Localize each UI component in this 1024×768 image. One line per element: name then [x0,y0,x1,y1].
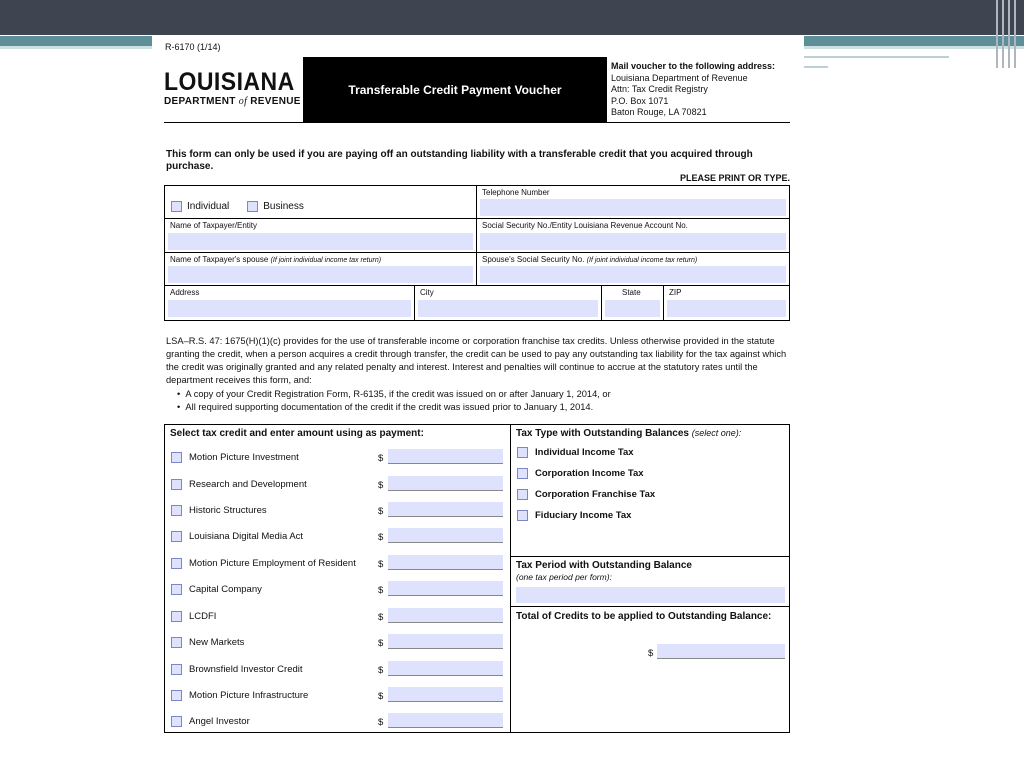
credit-checkbox[interactable] [171,558,182,569]
ssn-cell [477,219,789,252]
credit-checkbox[interactable] [171,452,182,463]
credits-cell [165,425,510,732]
credit-label: Research and Development [189,479,307,490]
accent-line-right-short [804,66,828,68]
tax-type-checkbox[interactable] [517,489,528,500]
corner-line [1002,0,1004,68]
zip-field[interactable] [667,300,786,317]
individual-label: Individual [187,201,230,212]
credits-heading: Select tax credit and enter amount using as payment: [170,428,424,439]
mail-heading: Mail voucher to the following address: [611,61,776,71]
credit-checkbox[interactable] [171,479,182,490]
mail-line: P.O. Box 1071 [611,95,669,106]
taxpayer-type-cell [165,186,476,218]
form-page [152,35,803,768]
mail-address-block [611,61,775,119]
spouse-ssn-label [482,255,697,264]
tax-type-label: Corporation Income Tax [535,468,644,479]
currency-sign: $ [378,665,384,676]
tax-type-checkbox[interactable] [517,447,528,458]
credit-checkbox[interactable] [171,637,182,648]
currency-sign: $ [378,585,384,596]
tax-type-option [517,510,631,521]
form-title: Transferable Credit Payment Voucher [348,83,562,97]
logo-word-revenue: REVENUE [250,96,301,107]
credit-checkbox[interactable] [171,611,182,622]
address-field[interactable] [168,300,411,317]
currency-sign: $ [378,612,384,623]
currency-sign: $ [378,638,384,649]
print-note: PLEASE PRINT OR TYPE. [679,173,790,183]
spouse-name-cell [165,253,476,285]
name-field[interactable] [168,233,473,250]
credit-row [171,637,244,648]
currency-sign: $ [378,559,384,570]
state-cell [602,286,663,320]
credit-label: Motion Picture Infrastructure [189,690,309,701]
credit-checkbox[interactable] [171,531,182,542]
credit-label: Motion Picture Employment of Resident [189,558,356,569]
credit-label: Angel Investor [189,716,250,727]
tax-type-option [517,468,644,479]
telephone-label: Telephone Number [482,188,550,197]
accent-stripe-right [804,36,1024,46]
spouse-name-label [170,255,381,264]
payment-table [164,424,790,733]
logo-louisiana: LOUISIANA [164,68,295,96]
tax-type-checkbox[interactable] [517,510,528,521]
credit-label: LCDFI [189,611,217,622]
credit-amount-field[interactable] [388,528,503,543]
spouse-name-text: Name of Taxpayer's spouse [170,255,269,264]
credit-row [171,505,267,516]
credit-label: Motion Picture Investment [189,452,299,463]
tax-period-field[interactable] [516,587,785,603]
credit-amount-field[interactable] [388,449,503,464]
credit-amount-field[interactable] [388,713,503,728]
tax-period-note: (one tax period per form): [516,572,612,582]
form-title-banner [303,57,607,123]
currency-sign: $ [378,453,384,464]
business-checkbox[interactable] [247,201,258,212]
telephone-cell [477,186,789,218]
corner-line [996,0,998,68]
address-label: Address [170,288,200,297]
credit-row [171,584,262,595]
tax-type-label: Corporation Franchise Tax [535,489,656,500]
currency-sign: $ [378,532,384,543]
name-cell [165,219,476,252]
ssn-field[interactable] [480,233,786,250]
accent-stripe-right-thin [804,46,1024,49]
corner-line [1014,0,1016,68]
logo-word-of: of [238,96,248,107]
tax-period-cell [511,557,789,606]
credit-row [171,664,303,675]
zip-label: ZIP [669,288,682,297]
zip-cell [664,286,789,320]
business-label: Business [263,201,304,212]
credit-amount-field[interactable] [388,476,503,491]
tax-type-checkbox[interactable] [517,468,528,479]
city-label: City [420,288,434,297]
credit-label: New Markets [189,637,245,648]
credit-checkbox[interactable] [171,690,182,701]
credit-label: Capital Company [189,584,262,595]
corner-line [1008,0,1010,68]
spouse-ssn-cell [477,253,789,285]
bullet-item: • A copy of your Credit Registration Form, R-6135, if the credit was issued on or after January 1, 2014, or [177,389,611,399]
bullet-text: A copy of your Credit Registration Form, R-6135, if the credit was issued on or after January 1, 2014, or [185,389,611,399]
currency-sign: $ [378,506,384,517]
currency-sign: $ [378,717,384,728]
tax-period-heading: Tax Period with Outstanding Balance [516,560,692,571]
spouse-ssn-text: Spouse's Social Security No. [482,255,585,264]
tax-type-heading-text: Tax Type with Outstanding Balances [516,428,689,439]
credit-label: Louisiana Digital Media Act [189,531,304,542]
credit-label: Brownsfield Investor Credit [189,664,303,675]
accent-stripe-left [0,36,152,46]
credit-checkbox[interactable] [171,716,182,727]
slide-top-bar [0,0,1024,35]
spouse-ssn-note: (If joint individual income tax return) [586,257,698,264]
city-field[interactable] [418,300,598,317]
total-heading: Total of Credits to be applied to Outstanding Balance: [516,611,772,622]
tax-type-label: Fiduciary Income Tax [535,510,632,521]
ssn-label: Social Security No./Entity Louisiana Revenue Account No. [482,221,688,230]
credit-row [171,716,250,727]
tax-type-option [517,489,655,500]
credit-checkbox[interactable] [171,664,182,675]
spouse-ssn-field[interactable] [480,266,786,283]
mail-line: Louisiana Department of Revenue [611,72,748,83]
credit-amount-field[interactable] [388,608,503,623]
currency-sign: $ [378,691,384,702]
header-rule [164,122,790,123]
spouse-name-note: (If joint individual income tax return) [270,257,382,264]
mail-line: Attn: Tax Credit Registry [611,84,708,94]
credit-row [171,531,303,542]
credit-amount-field[interactable] [388,687,503,702]
credit-amount-field[interactable] [388,634,503,649]
currency-sign: $ [378,480,384,491]
credit-row [171,611,216,622]
address-cell [165,286,414,320]
taxpayer-table [164,185,790,321]
credit-row [171,558,356,569]
bullet-item: • All required supporting documentation of the credit if the credit was issued prior to January 1, 2014. [177,402,594,412]
credit-checkbox[interactable] [171,584,182,595]
credit-amount-field[interactable] [388,555,503,570]
total-cell [511,607,789,732]
telephone-field[interactable] [480,199,786,216]
credit-amount-field[interactable] [388,661,503,676]
logo-department [164,96,301,107]
accent-line-right [804,56,949,58]
city-cell [415,286,601,320]
currency-sign: $ [648,648,654,659]
tax-type-heading [516,428,741,439]
intro-text: This form can only be used if you are paying off an outstanding liability with a transferable credit that you acquired through purchase. [166,149,753,172]
logo-word-department: DEPARTMENT [164,96,236,107]
accent-stripe-left-thin [0,46,152,49]
credit-label: Historic Structures [189,505,267,516]
state-field[interactable] [605,300,660,317]
total-amount-field[interactable] [657,644,785,659]
credit-amount-field[interactable] [388,502,503,517]
mail-line: Baton Rouge, LA 70821 [611,107,707,117]
credit-row [171,479,307,490]
form-number: R-6170 (1/14) [165,42,221,52]
tax-type-heading-note: (select one): [691,428,742,438]
state-label: State [622,288,641,297]
tax-type-label: Individual Income Tax [535,447,634,458]
tax-type-option [517,447,634,458]
spouse-name-field[interactable] [168,266,473,283]
credit-row [171,690,308,701]
individual-checkbox[interactable] [171,201,182,212]
name-label: Name of Taxpayer/Entity [170,221,258,230]
credit-amount-field[interactable] [388,581,503,596]
credit-checkbox[interactable] [171,505,182,516]
bullet-text: All required supporting documentation of the credit if the credit was issued prior to January 1, 2014. [185,402,594,412]
statute-text: LSA–R.S. 47: 1675(H)(1)(c) provides for the use of transferable income or corporation franchise tax credits. Unless otherwise provided in the statute granting the credit, when a person acquires a credit through transfer, the credit can be used to pay any outstanding tax liability for the tax against which the credit was originally granted and any related penalty and interest. Interest and penalties will continue to accrue at the statutory rates until the department receives this form, and: [166,336,787,385]
tax-type-cell [511,425,789,556]
credit-row [171,452,299,463]
